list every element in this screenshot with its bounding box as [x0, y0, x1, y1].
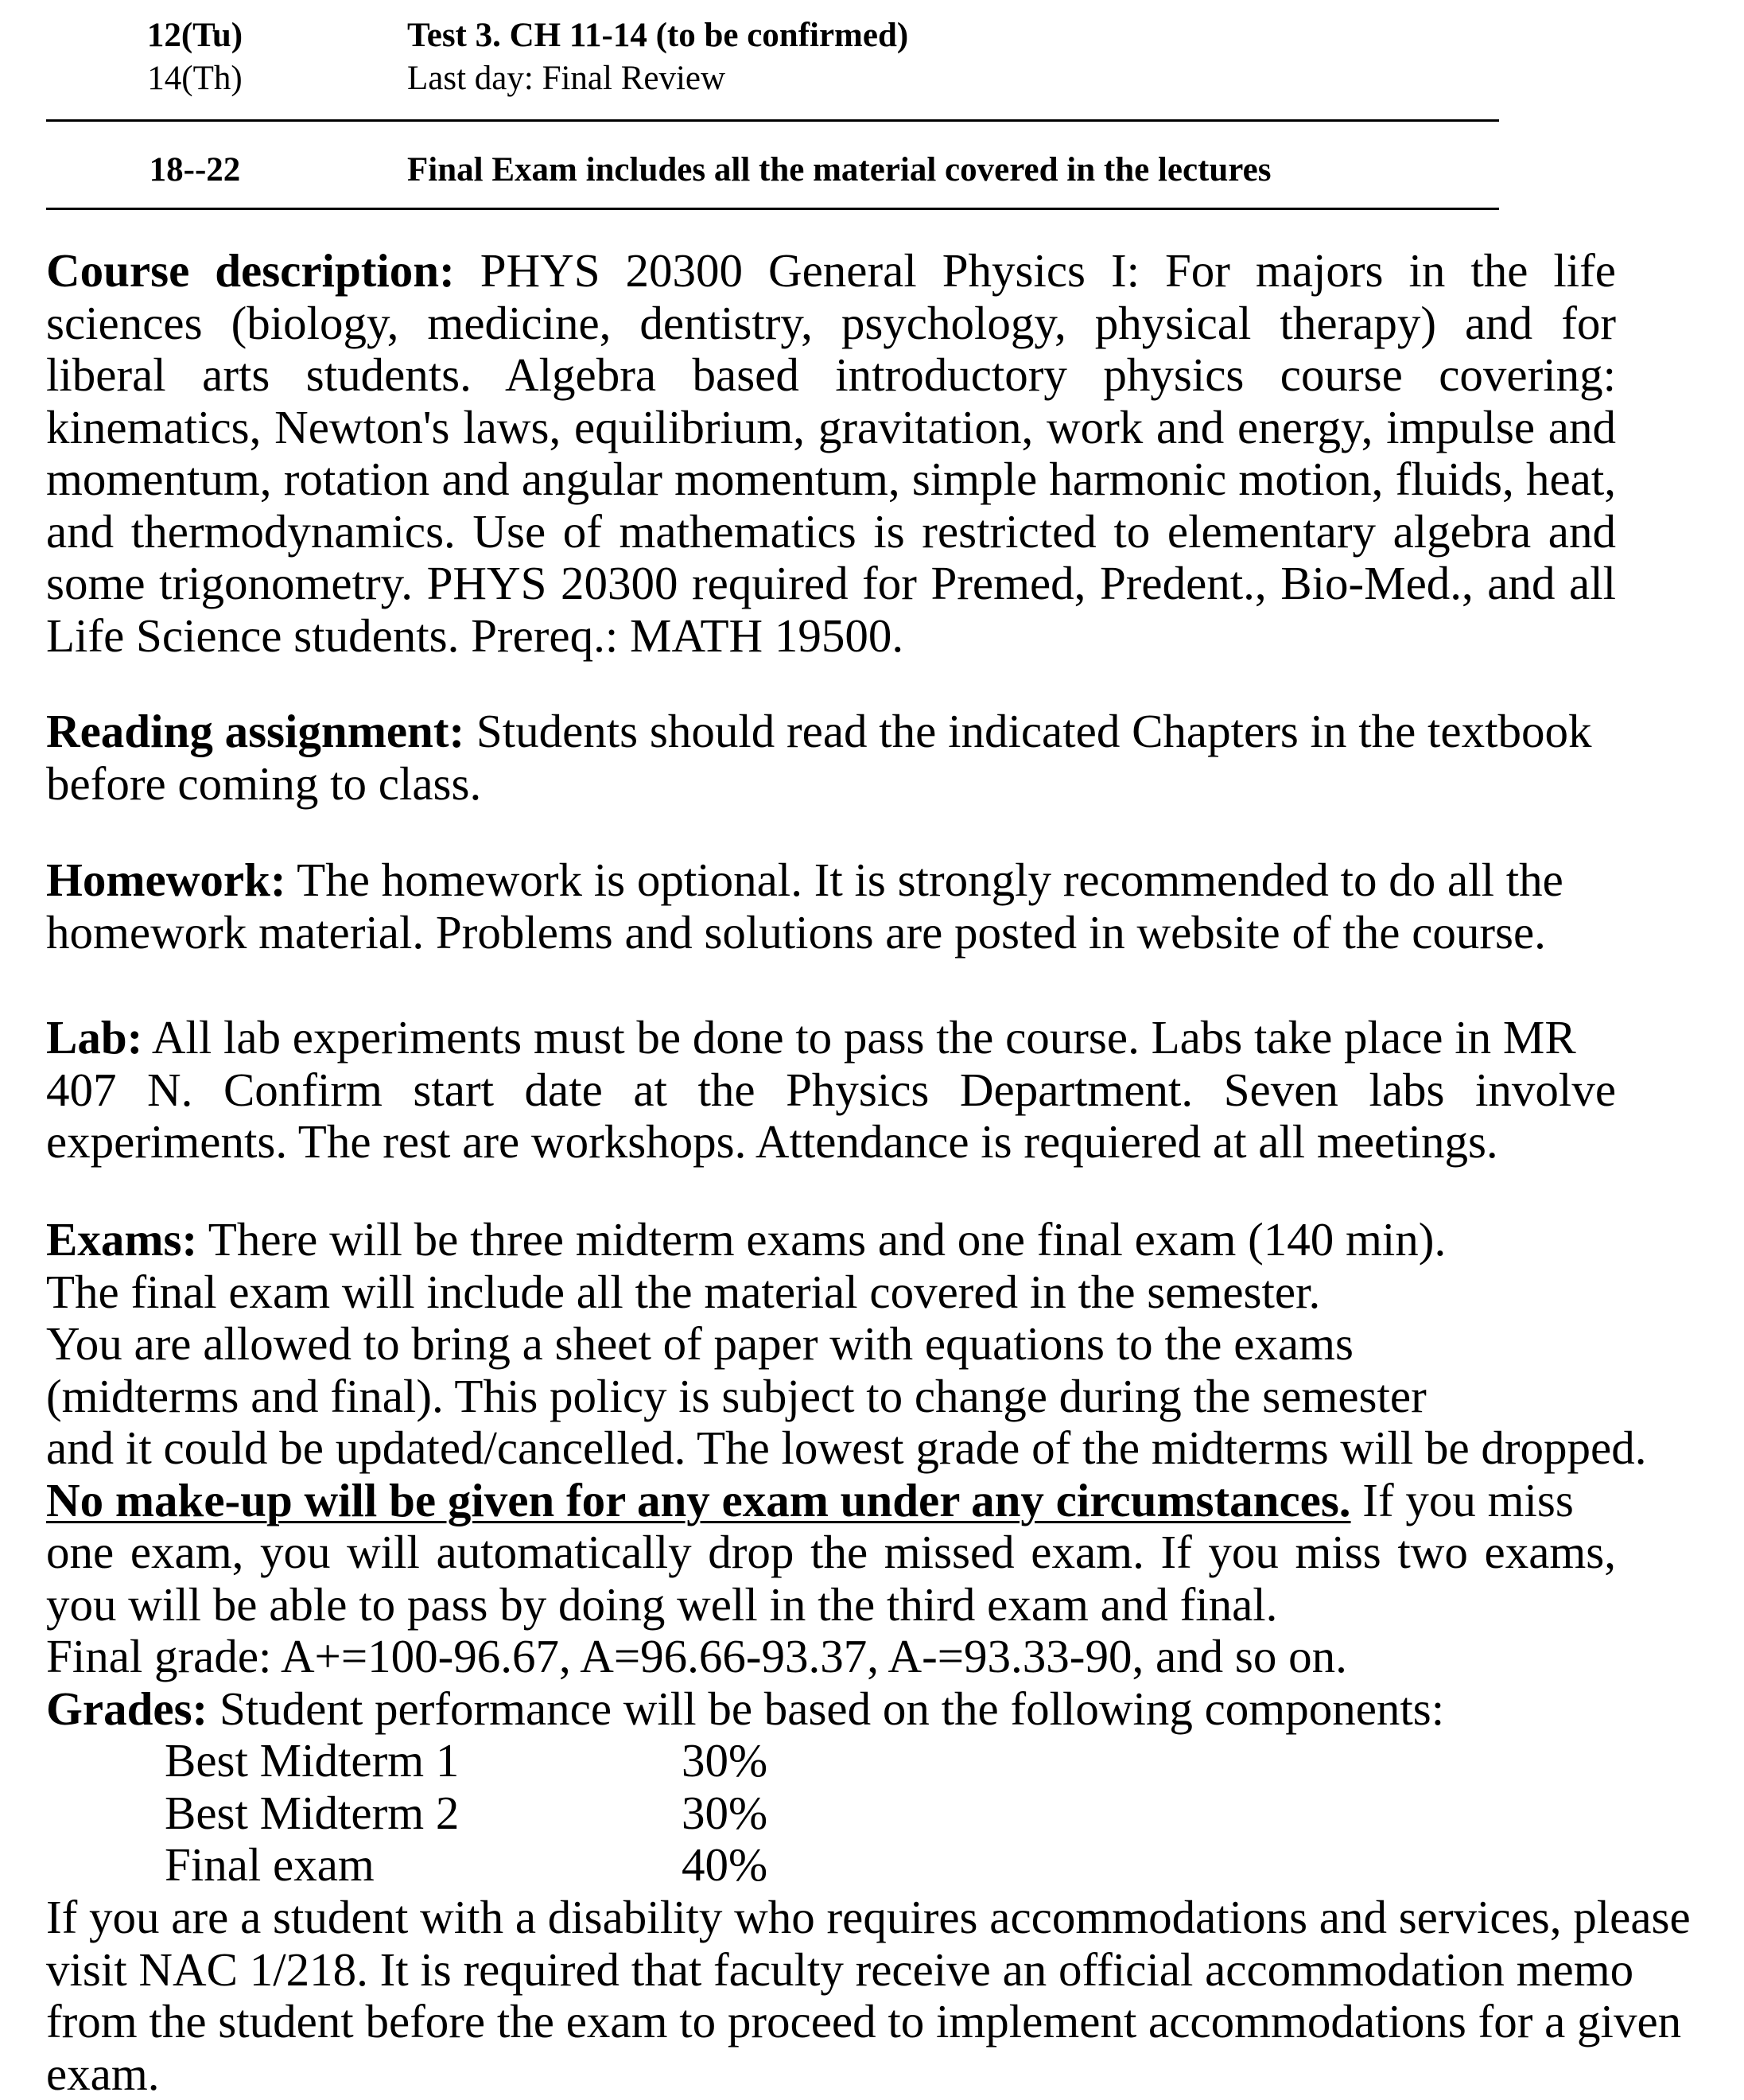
text-line: one exam, you will automatically drop the missed exam. If you miss two exams,	[46, 1526, 1616, 1579]
schedule-date: 12(Tu)	[103, 14, 286, 57]
schedule-text: Last day: Final Review	[407, 57, 725, 100]
exams	[46, 1214, 1616, 1735]
section-label: Homework:	[46, 854, 285, 906]
course-description	[46, 245, 1616, 662]
text-line: exam.	[46, 2048, 1700, 2100]
text-span: If you miss	[1351, 1474, 1574, 1526]
text-line	[46, 854, 1616, 907]
text-line: 407 N. Confirm start date at the Physics Department. Seven labs involve	[46, 1064, 1616, 1117]
reading-assignment	[46, 706, 1616, 810]
text-line: (midterms and final). This policy is subject to change during the semester	[46, 1371, 1616, 1423]
divider	[46, 119, 1499, 122]
section-label: Course description:	[46, 244, 455, 297]
text-span: All lab experiments must be done to pass the course. Labs take place in MR	[142, 1011, 1575, 1064]
text-line: The final exam will include all the material covered in the semester.	[46, 1266, 1616, 1319]
text-line: experiments. The rest are workshops. Attendance is requiered at all meetings.	[46, 1116, 1616, 1169]
text-line: Final grade: A+=100-96.67, A=96.66-93.37, A-=93.33-90, and so on.	[46, 1631, 1616, 1683]
text-span: The homework is optional. It is strongly recommended to do all the	[285, 854, 1563, 906]
section-label: Lab:	[46, 1011, 142, 1064]
text-line: visit NAC 1/218. It is required that faculty receive an official accommodation memo	[46, 1944, 1700, 1997]
homework	[46, 854, 1616, 959]
text-line	[46, 1012, 1616, 1064]
text-line	[46, 1214, 1616, 1266]
text-line: from the student before the exam to proceed to implement accommodations for a given	[46, 1996, 1700, 2048]
component-name: Best Midterm 1	[165, 1735, 459, 1787]
text-line: some trigonometry. PHYS 20300 required for Premed, Predent., Bio-Med., and all	[46, 558, 1616, 610]
text-span: Student performance will be based on the following components:	[208, 1682, 1444, 1735]
component-percent: 30%	[682, 1787, 767, 1840]
schedule-date: 14(Th)	[103, 57, 286, 100]
section-label: Reading assignment:	[46, 705, 464, 757]
text-span: PHYS 20300 General Physics I: For majors in the life	[455, 244, 1616, 297]
no-makeup-notice: No make-up will be given for any exam under any circumstances.	[46, 1474, 1351, 1526]
text-line: sciences (biology, medicine, dentistry, psychology, physical therapy) and for	[46, 298, 1616, 350]
disability-notice	[46, 1892, 1700, 2100]
schedule-text: Final Exam includes all the material covered in the lectures	[407, 149, 1271, 192]
component-name: Best Midterm 2	[165, 1787, 459, 1840]
text-line: Life Science students. Prereq.: MATH 19500.	[46, 610, 1616, 663]
text-line: You are allowed to bring a sheet of paper with equations to the exams	[46, 1318, 1616, 1371]
text-line: you will be able to pass by doing well in the third exam and final.	[46, 1579, 1616, 1631]
component-name: Final exam	[165, 1839, 375, 1892]
text-line: liberal arts students. Algebra based introductory physics course covering:	[46, 349, 1616, 402]
schedule-date: 18--22	[103, 149, 286, 192]
text-line: homework material. Problems and solutions are posted in website of the course.	[46, 907, 1616, 959]
text-line: momentum, rotation and angular momentum, simple harmonic motion, fluids, heat,	[46, 453, 1616, 506]
text-line: and thermodynamics. Use of mathematics is restricted to elementary algebra and	[46, 506, 1616, 558]
schedule-text: Test 3. CH 11-14 (to be confirmed)	[407, 14, 908, 57]
divider	[46, 208, 1499, 210]
lab	[46, 1012, 1616, 1169]
text-line	[46, 245, 1616, 298]
section-label: Exams:	[46, 1213, 197, 1266]
text-span: There will be three midterm exams and one final exam (140 min).	[197, 1213, 1446, 1266]
text-line	[46, 1683, 1616, 1736]
text-span: Students should read the indicated Chapters in the textbook	[464, 705, 1591, 757]
text-line	[46, 706, 1616, 758]
text-line: and it could be updated/cancelled. The lowest grade of the midterms will be dropped.	[46, 1422, 1616, 1475]
text-line: before coming to class.	[46, 758, 1616, 811]
text-line: If you are a student with a disability who requires accommodations and services, please	[46, 1892, 1700, 1944]
text-line	[46, 1475, 1616, 1527]
section-label: Grades:	[46, 1682, 208, 1735]
text-line: kinematics, Newton's laws, equilibrium, gravitation, work and energy, impulse and	[46, 402, 1616, 454]
component-percent: 30%	[682, 1735, 767, 1787]
component-percent: 40%	[682, 1839, 767, 1892]
